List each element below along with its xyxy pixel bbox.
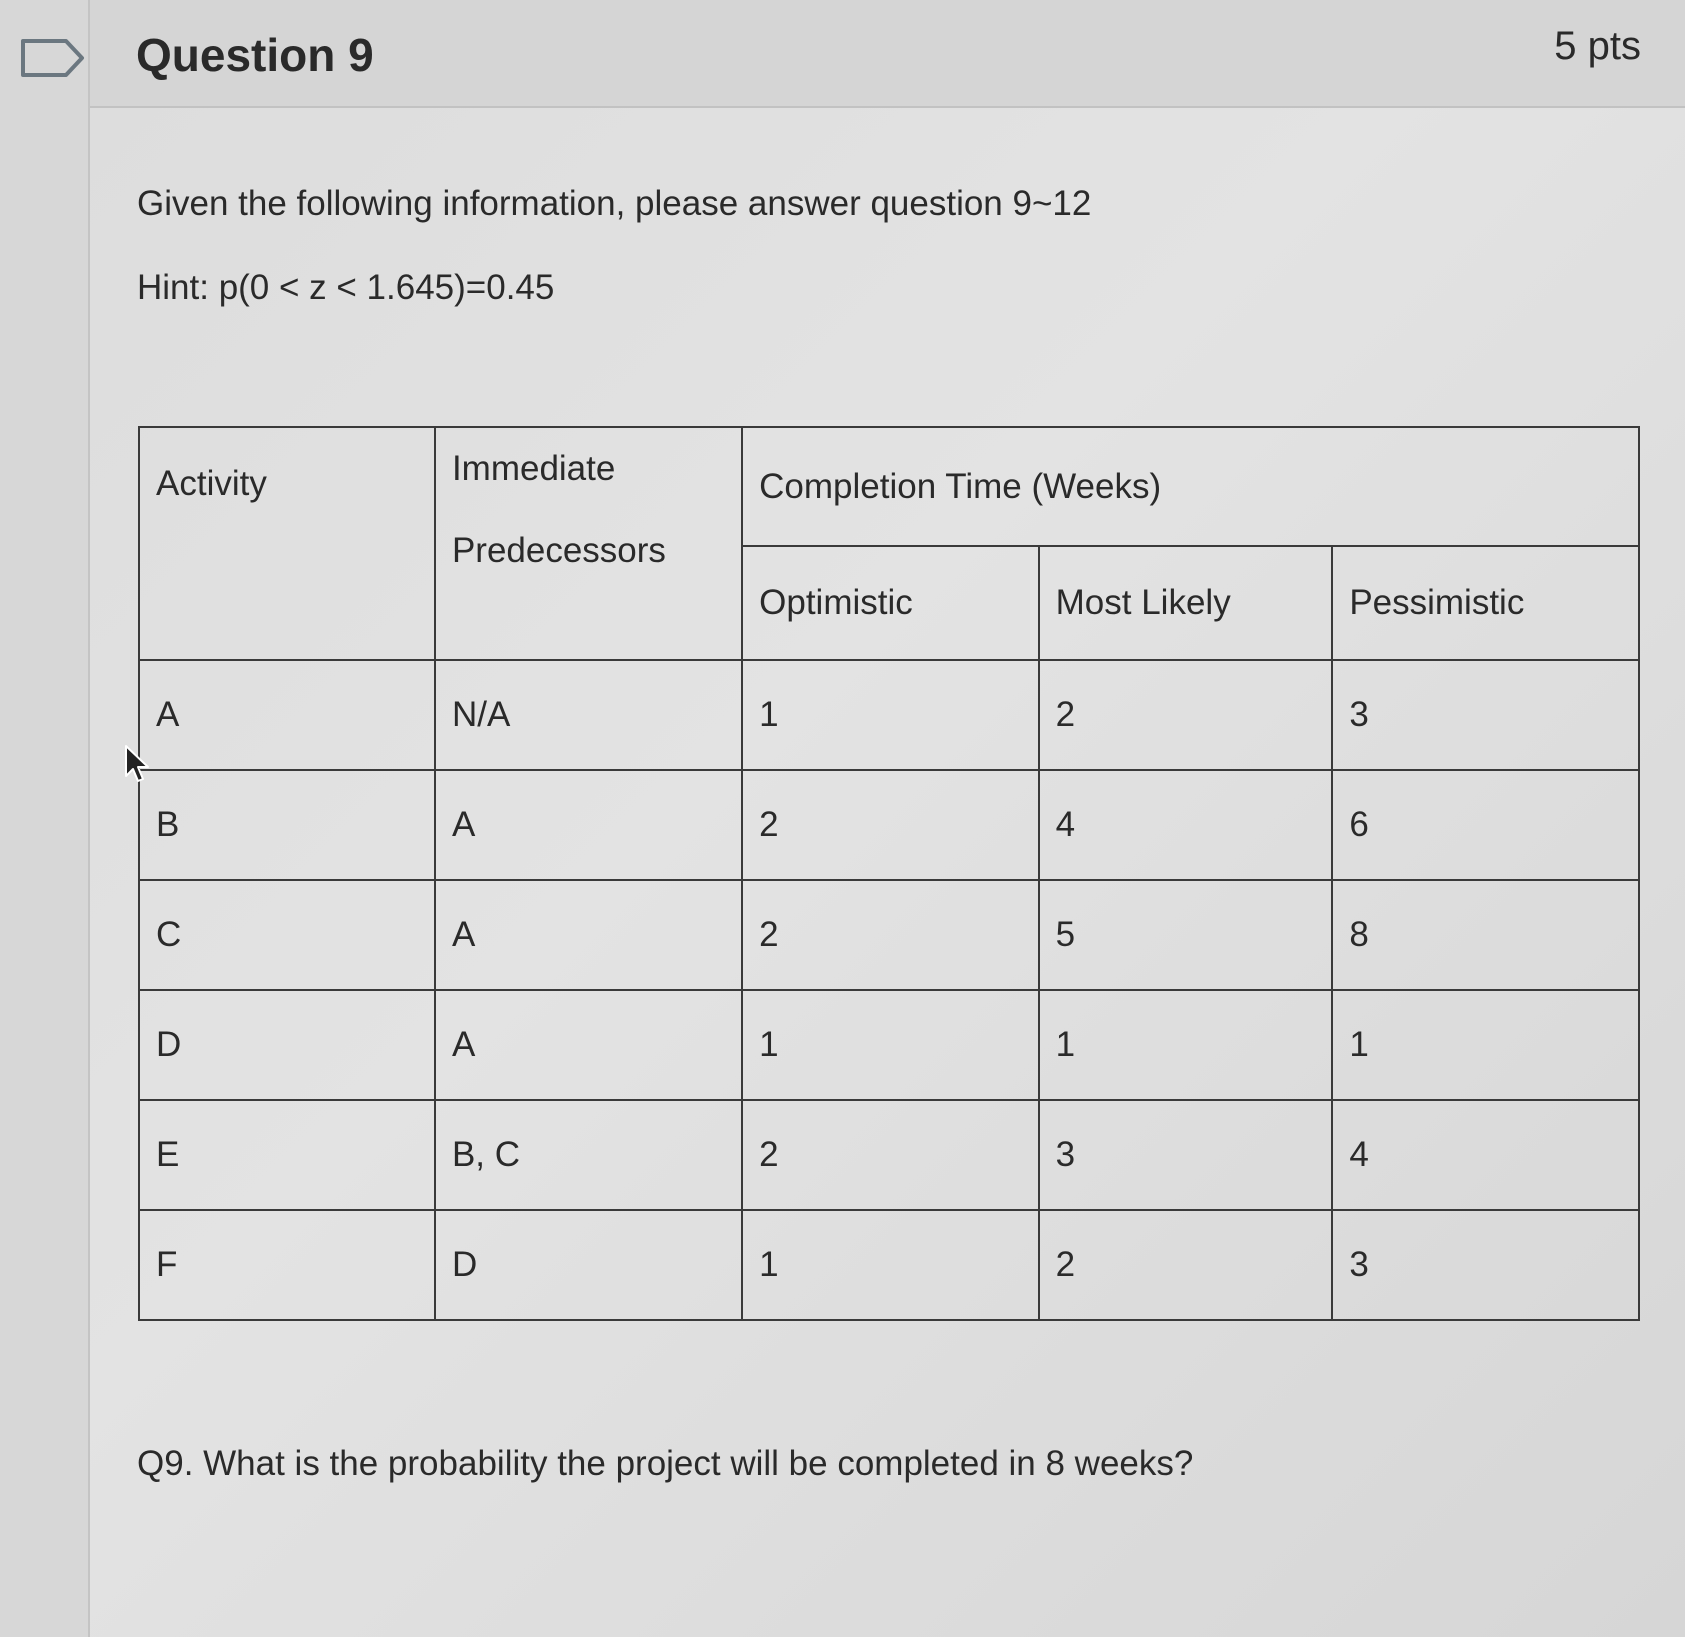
header-completion-time: Completion Time (Weeks) [742, 427, 1639, 546]
cell-pessimistic: 3 [1332, 1210, 1639, 1320]
cell-predecessors: D [435, 1210, 742, 1320]
table-row [139, 880, 1639, 990]
mouse-pointer-icon [124, 744, 150, 784]
cell-activity: E [139, 1100, 435, 1210]
question-title: Question 9 [136, 29, 374, 81]
header-optimistic: Optimistic [742, 546, 1039, 660]
cell-most-likely: 3 [1039, 1100, 1333, 1210]
hint-text: Hint: p(0 < z < 1.645)=0.45 [137, 268, 555, 307]
header-predecessors-line2: Predecessors [451, 531, 666, 570]
cell-optimistic: 2 [742, 770, 1039, 880]
cell-optimistic: 1 [742, 660, 1039, 770]
cell-predecessors: B, C [435, 1100, 742, 1210]
activity-table [138, 426, 1640, 1321]
cell-most-likely: 1 [1039, 990, 1333, 1100]
cell-activity: D [139, 990, 435, 1100]
cell-activity: A [139, 660, 435, 770]
cell-pessimistic: 1 [1332, 990, 1639, 1100]
cell-pessimistic: 8 [1332, 880, 1639, 990]
cell-most-likely: 2 [1039, 660, 1333, 770]
cell-most-likely: 5 [1039, 880, 1333, 990]
question-header [90, 0, 1685, 108]
cell-activity: B [139, 770, 435, 880]
table-header-row [139, 427, 1639, 546]
flag-outline-icon[interactable] [20, 38, 86, 78]
cell-optimistic: 1 [742, 1210, 1039, 1320]
table-row [139, 1210, 1639, 1320]
cell-activity: C [139, 880, 435, 990]
header-activity: Activity [139, 427, 435, 660]
header-predecessors-line1: Immediate [451, 449, 616, 488]
table-row [139, 770, 1639, 880]
cell-pessimistic: 4 [1332, 1100, 1639, 1210]
cell-predecessors: A [435, 770, 742, 880]
cell-optimistic: 2 [742, 1100, 1039, 1210]
question-prompt: Q9. What is the probability the project will be completed in 8 weeks? [137, 1444, 1194, 1483]
cell-predecessors: A [435, 990, 742, 1100]
cell-predecessors: A [435, 880, 742, 990]
table-row [139, 660, 1639, 770]
cell-activity: F [139, 1210, 435, 1320]
question-points: 5 pts [1554, 24, 1641, 68]
cell-most-likely: 4 [1039, 770, 1333, 880]
intro-text: Given the following information, please answer question 9~12 [137, 184, 1092, 223]
table-row [139, 1100, 1639, 1210]
cell-pessimistic: 6 [1332, 770, 1639, 880]
table-row [139, 990, 1639, 1100]
cell-predecessors: N/A [435, 660, 742, 770]
cell-optimistic: 2 [742, 880, 1039, 990]
cell-pessimistic: 3 [1332, 660, 1639, 770]
header-pessimistic: Pessimistic [1332, 546, 1639, 660]
header-predecessors [435, 427, 742, 660]
cell-optimistic: 1 [742, 990, 1039, 1100]
header-most-likely: Most Likely [1039, 546, 1333, 660]
cell-most-likely: 2 [1039, 1210, 1333, 1320]
question-gutter [0, 0, 90, 1637]
